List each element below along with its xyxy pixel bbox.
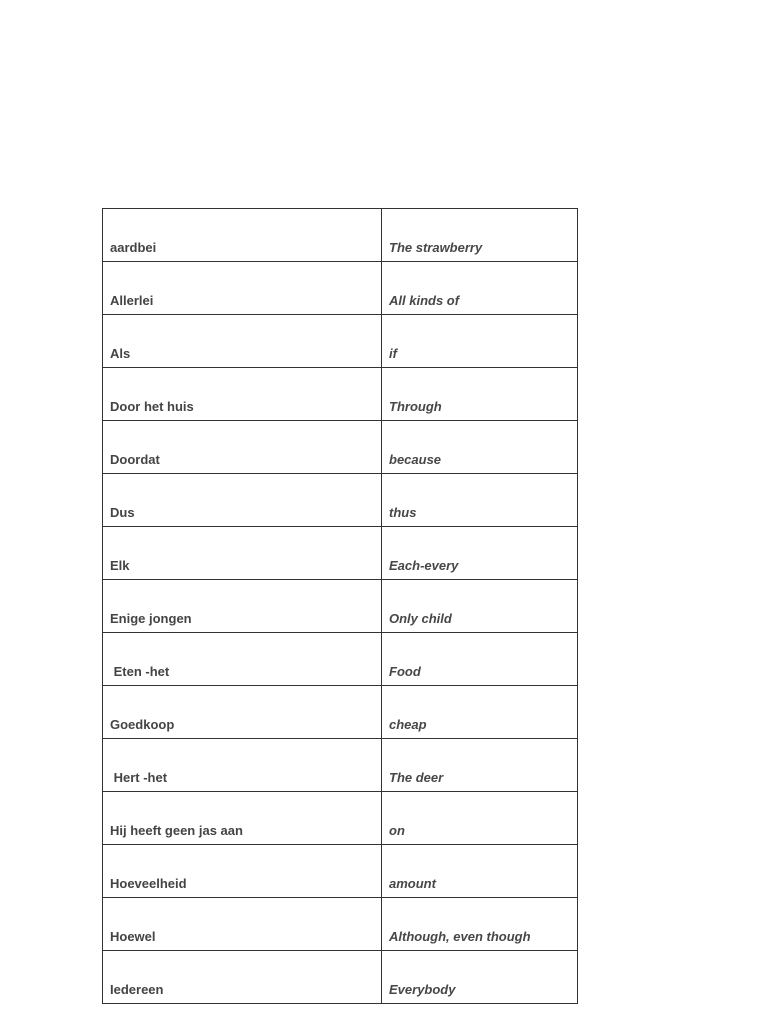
english-translation: cheap bbox=[382, 686, 578, 739]
table-row bbox=[103, 474, 578, 527]
dutch-word: Elk bbox=[103, 527, 382, 580]
dutch-word: Hoeveelheid bbox=[103, 845, 382, 898]
english-translation: on bbox=[382, 792, 578, 845]
table-row bbox=[103, 686, 578, 739]
dutch-word: Doordat bbox=[103, 421, 382, 474]
english-translation: amount bbox=[382, 845, 578, 898]
english-translation: Each-every bbox=[382, 527, 578, 580]
english-translation: if bbox=[382, 315, 578, 368]
dutch-word: Eten -het bbox=[103, 633, 382, 686]
english-translation: Through bbox=[382, 368, 578, 421]
table-row bbox=[103, 792, 578, 845]
dutch-word: Als bbox=[103, 315, 382, 368]
table-row bbox=[103, 898, 578, 951]
dutch-word: Goedkoop bbox=[103, 686, 382, 739]
table-row bbox=[103, 527, 578, 580]
table-row bbox=[103, 845, 578, 898]
table-row bbox=[103, 209, 578, 262]
english-translation: All kinds of bbox=[382, 262, 578, 315]
vocabulary-table-body bbox=[103, 209, 578, 1004]
english-translation: Only child bbox=[382, 580, 578, 633]
table-row bbox=[103, 739, 578, 792]
english-translation: because bbox=[382, 421, 578, 474]
english-translation: Food bbox=[382, 633, 578, 686]
dutch-word: Hoewel bbox=[103, 898, 382, 951]
table-row bbox=[103, 421, 578, 474]
dutch-word: Hert -het bbox=[103, 739, 382, 792]
dutch-word: Dus bbox=[103, 474, 382, 527]
dutch-word: Iedereen bbox=[103, 951, 382, 1004]
table-row bbox=[103, 633, 578, 686]
table-row bbox=[103, 580, 578, 633]
english-translation: The deer bbox=[382, 739, 578, 792]
dutch-word: Enige jongen bbox=[103, 580, 382, 633]
dutch-word: aardbei bbox=[103, 209, 382, 262]
dutch-word: Allerlei bbox=[103, 262, 382, 315]
english-translation: The strawberry bbox=[382, 209, 578, 262]
table-row bbox=[103, 262, 578, 315]
dutch-word: Door het huis bbox=[103, 368, 382, 421]
table-row bbox=[103, 315, 578, 368]
table-row bbox=[103, 368, 578, 421]
english-translation: Everybody bbox=[382, 951, 578, 1004]
english-translation: thus bbox=[382, 474, 578, 527]
english-translation: Although, even though bbox=[382, 898, 578, 951]
table-row bbox=[103, 951, 578, 1004]
dutch-word: Hij heeft geen jas aan bbox=[103, 792, 382, 845]
vocabulary-table bbox=[102, 208, 578, 1004]
